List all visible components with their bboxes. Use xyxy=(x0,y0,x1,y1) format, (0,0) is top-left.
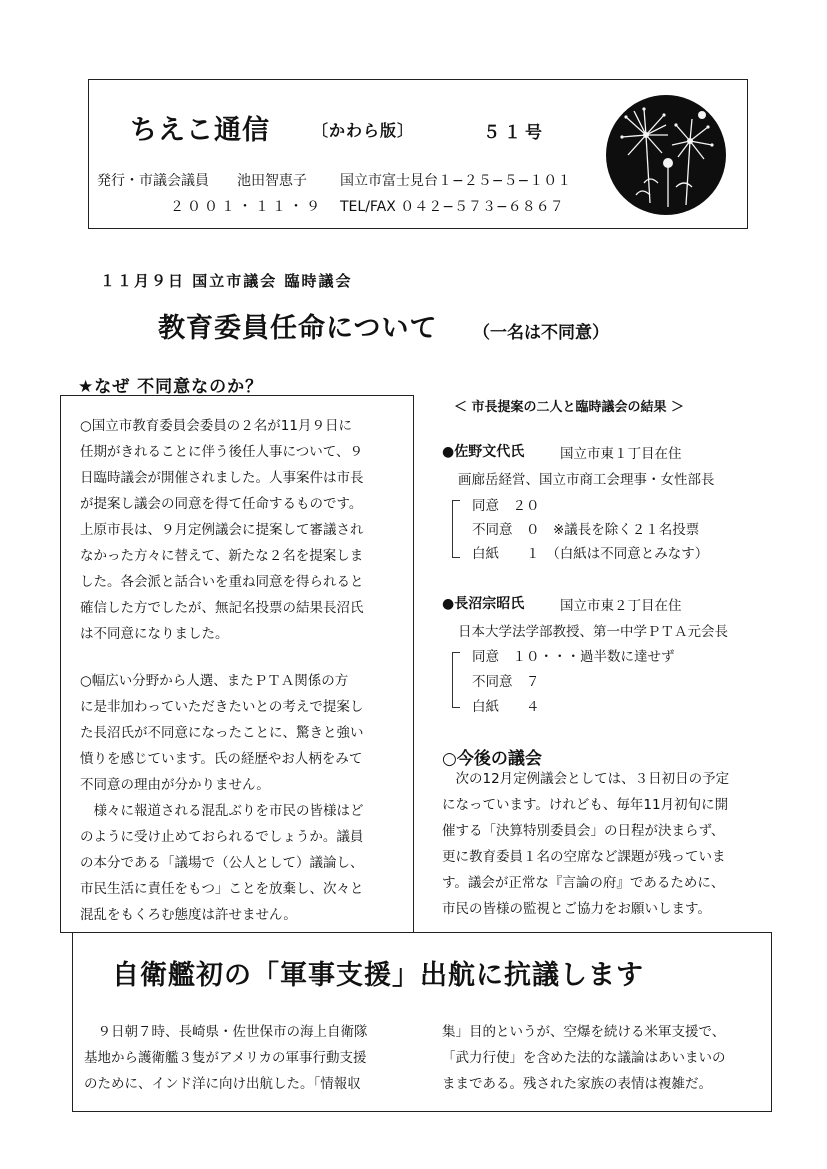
text-line: が提案し議会の同意を得て任命するものです。 xyxy=(80,496,363,512)
text-line: した。各会派と話合いを重ね同意を得られると xyxy=(80,574,364,590)
text-line: 催する「決算特別委員会」の日程が決まらず、 xyxy=(442,823,725,839)
future-heading: ○今後の議会 xyxy=(442,749,542,769)
text-line: のように受け止めておられるでしょうか。議員 xyxy=(80,829,364,845)
candidate-2-vote-yes: 同意 １０・・・過半数に達せず xyxy=(472,649,675,665)
candidate-1-vote-blank: 白紙 １ （白紙は不同意とみなす） xyxy=(472,546,709,562)
flower-logo xyxy=(606,95,726,215)
article-headline: 教育委員任命について xyxy=(158,313,438,344)
future-paragraph xyxy=(442,766,729,922)
text-line: ９日朝７時、長崎県・佐世保市の海上自衛隊 xyxy=(84,1024,368,1040)
publisher-name: 池田智恵子 xyxy=(237,173,307,189)
text-line: 任期がきれることに伴う後任人事について、９ xyxy=(80,444,363,460)
newsletter-edition: 〔かわら版〕 xyxy=(312,121,415,140)
newsletter-title: ちえこ通信 xyxy=(130,115,270,146)
session-heading: １１月９日 国立市議会 臨時議会 xyxy=(100,272,353,290)
explanation-paragraph-1 xyxy=(80,413,364,647)
text-line: 不同意の理由が分かりません。 xyxy=(80,777,270,793)
vote-bracket xyxy=(452,652,460,708)
publisher-address: 国立市富士見台１−２５−５−１０１ xyxy=(340,173,572,189)
text-line: 基地から護衛艦３隻がアメリカの軍事行動支援 xyxy=(84,1050,367,1066)
text-line: 市民の皆様の監視とご協力をお願いします。 xyxy=(442,901,711,917)
phone-number: TEL/FAX ０４２−５７３−６８６７ xyxy=(340,199,564,215)
text-line: 日臨時議会が開催されました。人事案件は市長 xyxy=(80,470,364,486)
text-line: のために、インド洋に向け出航した。「情報収 xyxy=(84,1076,361,1092)
candidate-1-vote-no: 不同意 ０ ※議長を除く２１名投票 xyxy=(472,522,700,538)
text-line: 確信した方でしたが、無記名投票の結果長沼氏 xyxy=(80,600,364,616)
candidate-1-address: 国立市東１丁目在住 xyxy=(560,446,682,462)
candidate-2-vote-no: 不同意 ７ xyxy=(472,674,540,690)
text-line: 次の12月定例議会としては、３日初日の予定 xyxy=(442,771,730,787)
text-line: は不同意になりました。 xyxy=(80,626,229,642)
protest-paragraph-right xyxy=(442,1019,726,1097)
issue-number: ５１号 xyxy=(483,123,546,143)
candidate-1-name: ●佐野文代氏 xyxy=(442,444,525,460)
text-line: に是非加わっていただきたいとの考えで提案し xyxy=(80,699,364,715)
why-heading: ★なぜ 不同意なのか？ xyxy=(78,377,264,397)
candidate-2-name: ●長沼宗昭氏 xyxy=(442,596,525,612)
text-line: の本分である「議場で（公人として）議論し、 xyxy=(80,855,364,871)
text-line: 集」目的というが、空爆を続ける米軍支援で、 xyxy=(442,1024,726,1040)
explanation-paragraph-2 xyxy=(80,668,364,928)
candidate-1-vote-yes: 同意 ２０ xyxy=(472,498,540,514)
text-line: 「武力行使」を含めた法的な議論はあいまいの xyxy=(442,1050,726,1066)
text-line: 更に教育委員１名の空席など課題が残っていま xyxy=(442,849,726,865)
text-line: 様々に報道される混乱ぶりを市民の皆様はど xyxy=(80,803,364,819)
candidate-2-vote-blank: 白紙 ４ xyxy=(472,699,540,715)
text-line: す。議会が正常な『言論の府』であるために、 xyxy=(442,875,725,891)
protest-paragraph-left xyxy=(84,1019,368,1097)
text-line: 上原市長は、９月定例議会に提案して審議され xyxy=(80,522,364,538)
text-line: 市民生活に責任をもつ」ことを放棄し、次々と xyxy=(80,881,364,897)
text-line: になっています。けれども、毎年11月初旬に開 xyxy=(442,797,729,813)
vote-bracket xyxy=(452,500,460,558)
publisher-label: 発行・市議会議員 xyxy=(97,173,209,189)
candidate-2-detail: 日本大学法学部教授、第一中学ＰＴＡ元会長 xyxy=(458,624,728,640)
text-line: なかった方々に替えて、新たな２名を提案しま xyxy=(80,548,364,564)
text-line: 混乱をもくろむ態度は許せません。 xyxy=(80,907,297,923)
text-line: ○国立市教育委員会委員の２名が11月９日に xyxy=(80,418,352,434)
candidate-1-detail: 画廊岳経営、国立市商工会理事・女性部長 xyxy=(458,472,715,488)
text-line: ままである。残された家族の表情は複雑だ。 xyxy=(442,1076,712,1092)
candidate-2-address: 国立市東２丁目在住 xyxy=(560,598,682,614)
text-line: ○幅広い分野から人選、またＰＴＡ関係の方 xyxy=(80,673,349,689)
text-line: た長沼氏が不同意になったことに、驚きと強い xyxy=(80,725,364,741)
issue-date: ２００１・１１・９ xyxy=(170,199,323,215)
protest-headline: 自衛艦初の「軍事支援」出航に抗議します xyxy=(112,960,644,991)
article-headline-sub: （一名は不同意） xyxy=(473,323,609,343)
results-caption: ＜ 市長提案の二人と臨時議会の結果 ＞ xyxy=(454,400,685,415)
text-line: 憤りを感じています。氏の経歴やお人柄をみて xyxy=(80,751,363,767)
flower-logo-icon xyxy=(606,95,726,215)
